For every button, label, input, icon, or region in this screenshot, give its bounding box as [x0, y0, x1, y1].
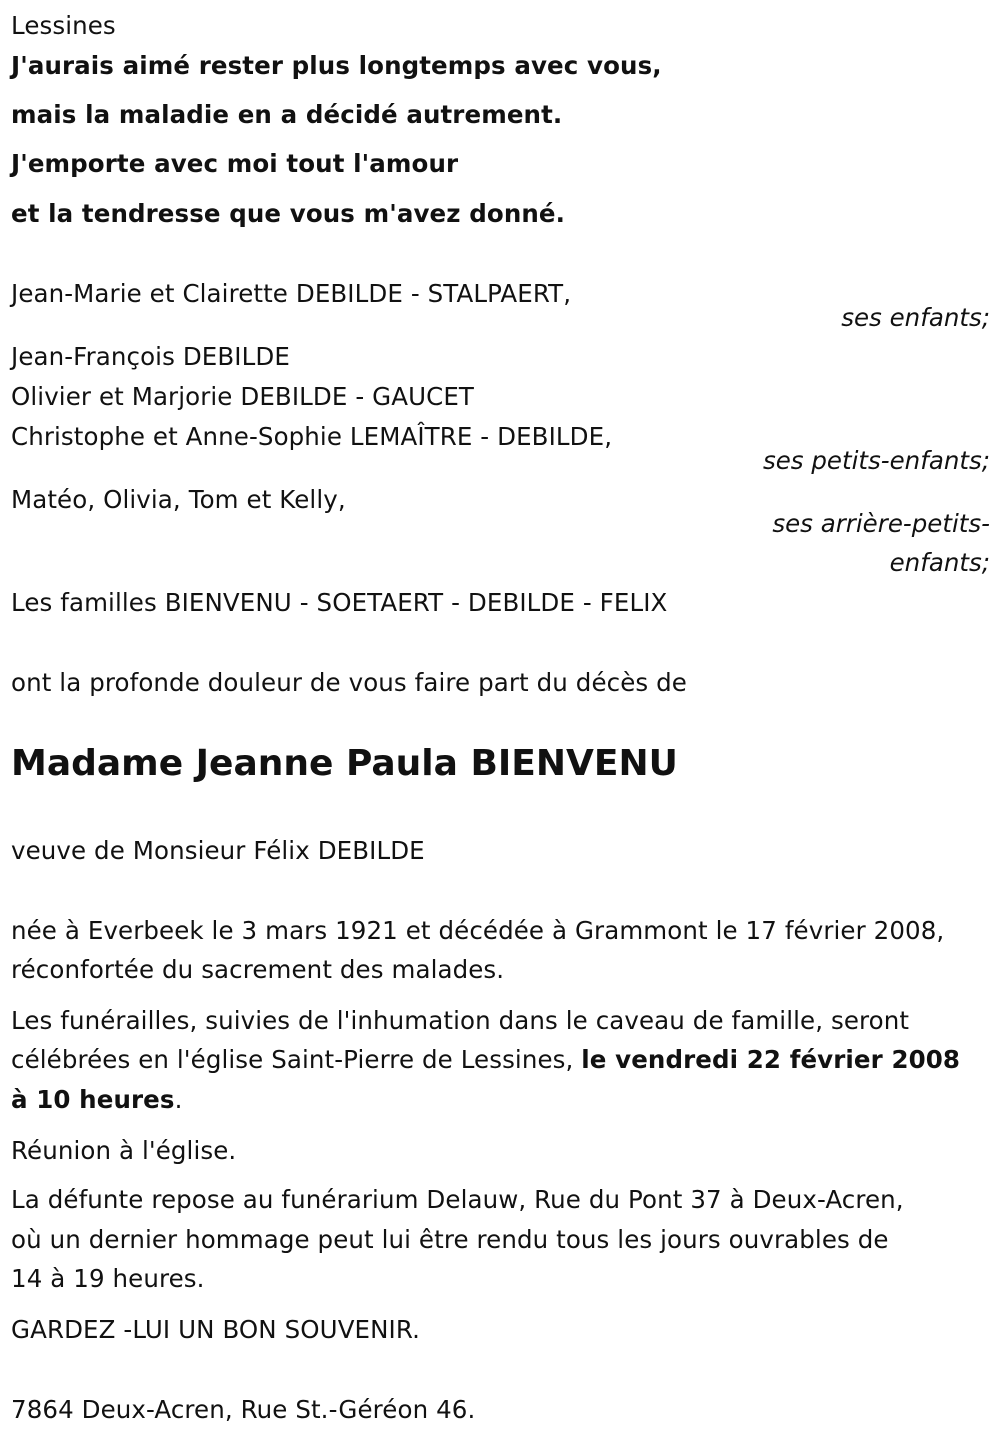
great-grandchildren-relation-line2: enfants;	[889, 548, 990, 577]
birth-death-line: réconfortée du sacrement des malades.	[11, 955, 505, 984]
closing-line: GARDEZ -LUI UN BON SOUVENIR.	[11, 1315, 421, 1344]
children-names: Jean-Marie et Clairette DEBILDE - STALPAERT,	[11, 279, 572, 308]
repose-line: où un dernier hommage peut lui être rendu tous les jours ouvrables de	[11, 1225, 889, 1254]
grandchildren-relation: ses petits-enfants;	[762, 446, 990, 475]
poem-line: et la tendresse que vous m'avez donné.	[11, 199, 566, 228]
grandchild-name: Olivier et Marjorie DEBILDE - GAUCET	[11, 382, 474, 411]
deceased-name: Madame Jeanne Paula BIENVENU	[11, 743, 678, 784]
funeral-line	[11, 1085, 182, 1115]
place-name: Lessines	[11, 11, 116, 40]
meeting-line: Réunion à l'église.	[11, 1136, 237, 1165]
poem-line: J'aurais aimé rester plus longtemps avec vous,	[11, 51, 662, 80]
children-relation: ses enfants;	[841, 303, 990, 332]
repose-line: 14 à 19 heures.	[11, 1264, 205, 1293]
grandchild-name: Christophe et Anne-Sophie LEMAÎTRE - DEBILDE,	[11, 422, 613, 451]
address-line: 7864 Deux-Acren, Rue St.-Géréon 46.	[11, 1395, 476, 1424]
funeral-time: à 10 heures	[11, 1085, 175, 1114]
grandchild-name: Jean-François DEBILDE	[11, 342, 290, 371]
poem-line: mais la maladie en a décidé autrement.	[11, 100, 563, 129]
great-grandchildren-relation-line1: ses arrière-petits-	[772, 509, 990, 538]
funeral-line	[11, 1045, 960, 1075]
widow-of-line: veuve de Monsieur Félix DEBILDE	[11, 836, 425, 865]
funeral-line: Les funérailles, suivies de l'inhumation dans le caveau de famille, seront	[11, 1006, 910, 1035]
funeral-location: célébrées en l'église Saint-Pierre de Lessines,	[11, 1045, 582, 1074]
families-line: Les familles BIENVENU - SOETAERT - DEBILDE - FELIX	[11, 588, 668, 617]
funeral-period: .	[174, 1085, 183, 1114]
announcement-line: ont la profonde douleur de vous faire part du décès de	[11, 668, 687, 697]
great-grandchildren-names: Matéo, Olivia, Tom et Kelly,	[11, 485, 346, 514]
poem-line: J'emporte avec moi tout l'amour	[11, 149, 459, 178]
funeral-date: le vendredi 22 février 2008	[581, 1045, 961, 1074]
birth-death-line: née à Everbeek le 3 mars 1921 et décédée à Grammont le 17 février 2008,	[11, 916, 945, 945]
repose-line: La défunte repose au funérarium Delauw, Rue du Pont 37 à Deux-Acren,	[11, 1185, 904, 1214]
